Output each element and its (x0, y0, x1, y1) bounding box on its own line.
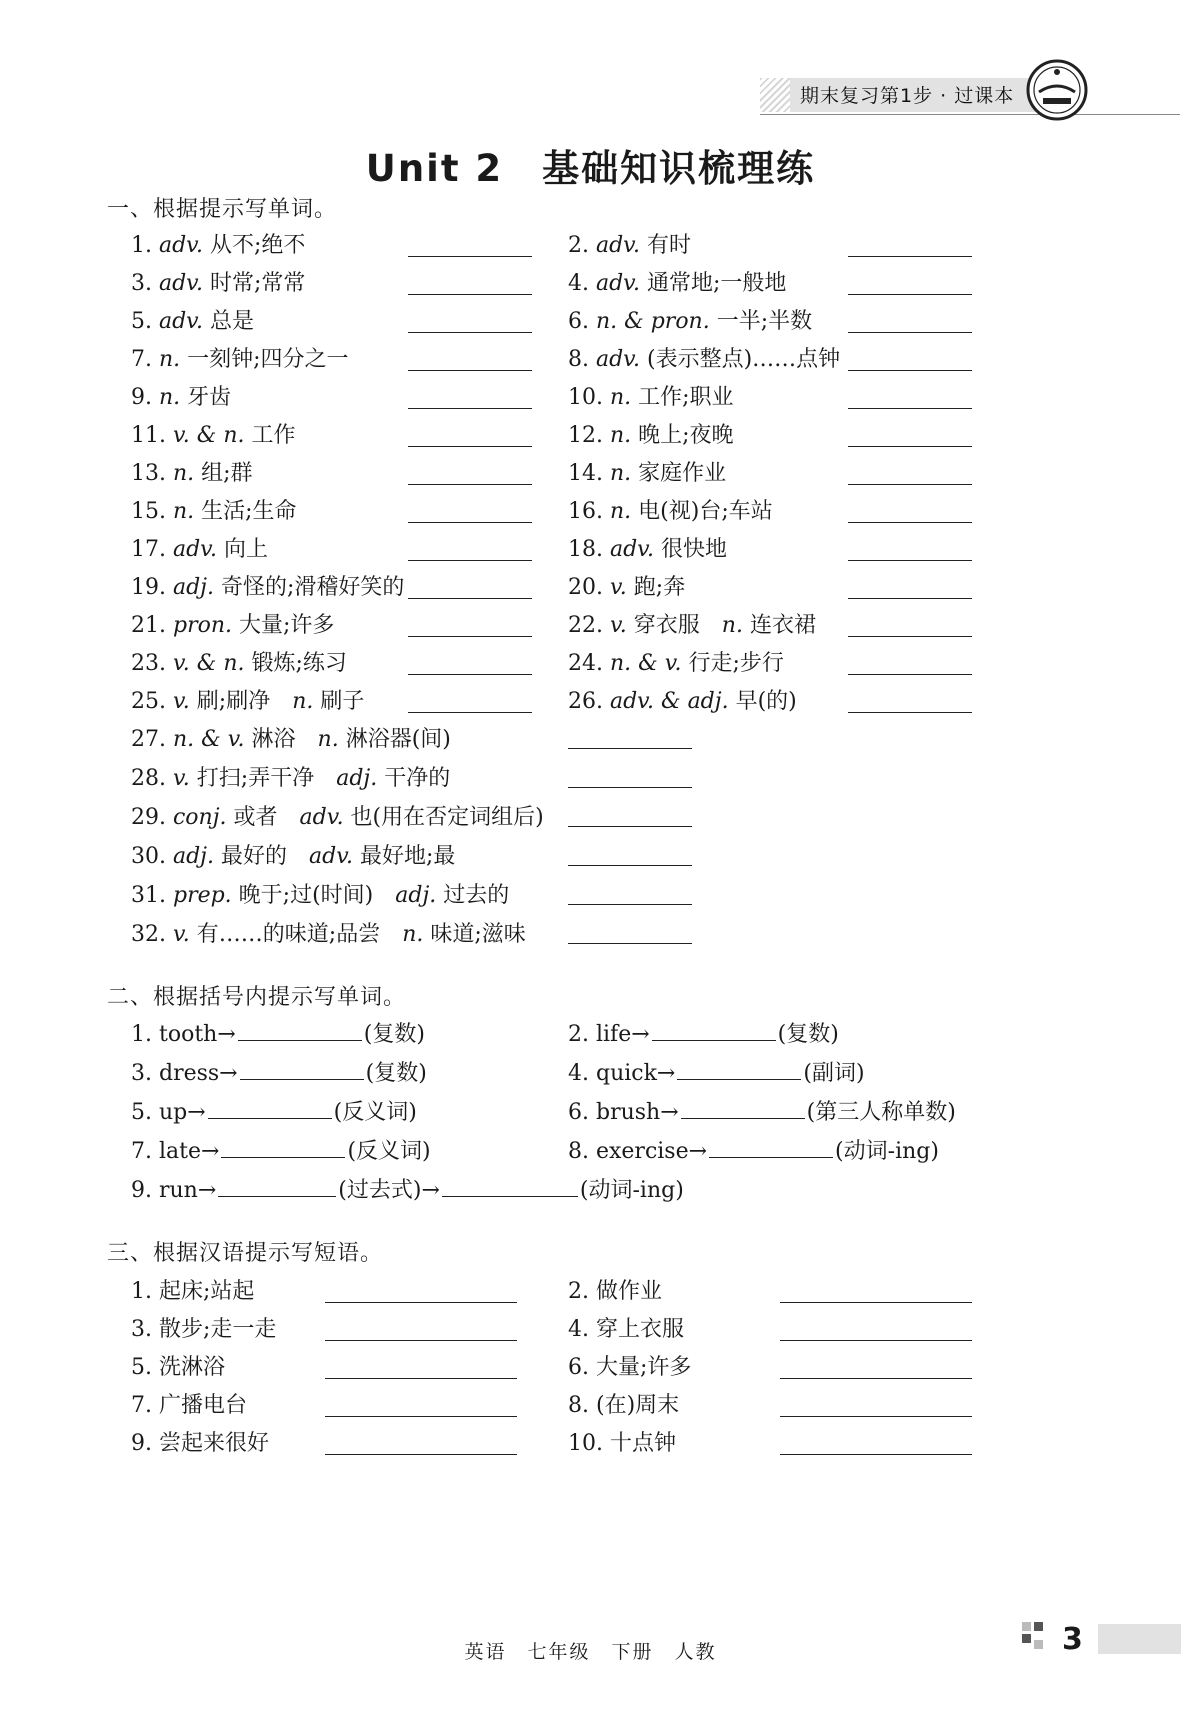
item-text: 打扫;弄干净 (189, 766, 337, 791)
word-prompt (131, 380, 231, 411)
answer-blank[interactable] (408, 446, 532, 447)
word-prompt (568, 646, 784, 677)
word-prompt (131, 342, 349, 373)
answer-blank[interactable] (218, 1178, 336, 1197)
answer-blank[interactable] (568, 748, 692, 749)
section2-title: 二、根据括号内提示写单词。 (107, 985, 407, 1010)
word-prompt (568, 456, 726, 487)
answer-blank[interactable] (208, 1100, 332, 1119)
part-of-speech: n. (172, 461, 195, 486)
answer-blank[interactable] (780, 1416, 972, 1417)
item-text: 或者 (226, 805, 300, 830)
word-prompt (131, 917, 526, 948)
item-text: 淋浴 (244, 727, 318, 752)
source-word: 7. late→ (131, 1139, 220, 1164)
item-text: 19. (131, 575, 173, 600)
phrase-prompt: 7. 广播电台 (131, 1393, 247, 1418)
page-number: 3 (1062, 1622, 1083, 1657)
answer-blank[interactable] (848, 446, 972, 447)
footer-squares-icon (1020, 1620, 1056, 1652)
answer-blank[interactable] (238, 1022, 362, 1041)
word-prompt (131, 646, 347, 677)
part-of-speech: adv. (595, 271, 640, 296)
item-text: 12. (568, 423, 610, 448)
part-of-speech: adv. (158, 271, 203, 296)
item-text: 16. (568, 499, 610, 524)
item-text: 最好地;最 (353, 844, 456, 869)
item-text: 20. (568, 575, 610, 600)
answer-blank[interactable] (408, 332, 532, 333)
hint-text: (副词) (803, 1061, 865, 1086)
item-text: 连衣裙 (742, 613, 816, 638)
source-word: 1. tooth→ (131, 1022, 236, 1047)
source-word: 3. dress→ (131, 1061, 238, 1086)
answer-blank[interactable] (848, 332, 972, 333)
transform-prompt (131, 1017, 425, 1048)
item-text: 一半;半数 (709, 309, 813, 334)
phrase-prompt: 10. 十点钟 (568, 1431, 676, 1456)
item-text: 晚上;夜晚 (631, 423, 734, 448)
transform-prompt (568, 1134, 939, 1165)
hint-text: (反义词) (347, 1139, 431, 1164)
part-of-speech: n. (609, 461, 632, 486)
item-text: 一刻钟;四分之一 (180, 347, 349, 372)
word-prompt (568, 494, 773, 525)
item-text: 刷;刷净 (189, 689, 293, 714)
part-of-speech: adv. (309, 844, 354, 869)
item-text: 从不;绝不 (203, 233, 306, 258)
item-text: 工作 (244, 423, 296, 448)
answer-blank[interactable] (652, 1022, 776, 1041)
answer-blank[interactable] (848, 674, 972, 675)
item-text: 味道;滋味 (423, 922, 526, 947)
answer-blank[interactable] (408, 560, 532, 561)
word-prompt (131, 456, 253, 487)
word-prompt (131, 878, 509, 909)
answer-blank[interactable] (568, 787, 692, 788)
part-of-speech: adv. (158, 309, 203, 334)
page-title: Unit 2 基础知识梳理练 (365, 147, 816, 190)
phrase-prompt: 4. 穿上衣服 (568, 1317, 684, 1342)
footer-band (1098, 1624, 1181, 1654)
answer-blank[interactable] (780, 1378, 972, 1379)
item-text: 25. (131, 689, 173, 714)
item-text: 18. (568, 537, 610, 562)
part-of-speech: n. (609, 499, 632, 524)
item-text: 总是 (203, 309, 254, 334)
part-of-speech: n. & v. (172, 727, 245, 752)
answer-blank[interactable] (442, 1178, 578, 1197)
item-text: 21. (131, 613, 173, 638)
item-text: 29. (131, 805, 173, 830)
item-text: 28. (131, 766, 173, 791)
part-of-speech: n. (317, 727, 339, 752)
part-of-speech: adj. (336, 766, 378, 791)
school-seal-logo-icon (1025, 58, 1089, 122)
item-text: 22. (568, 613, 610, 638)
source-word: 5. up→ (131, 1100, 206, 1125)
answer-blank[interactable] (848, 484, 972, 485)
item-text: 7. (131, 347, 159, 372)
part-of-speech: n. (609, 385, 632, 410)
part-of-speech: adj. (395, 883, 437, 908)
word-prompt (131, 304, 254, 335)
item-text: 通常地;一般地 (640, 271, 787, 296)
answer-blank[interactable] (408, 256, 532, 257)
item-text: 干净的 (377, 766, 451, 791)
header-text: 期末复习第1步 · 过课本 (800, 85, 1015, 107)
item-text: 刷子 (313, 689, 365, 714)
item-text: 10. (568, 385, 610, 410)
phrase-prompt: 2. 做作业 (568, 1279, 662, 1304)
transform-prompt (568, 1095, 956, 1126)
item-text: 生活;生命 (194, 499, 297, 524)
transform-prompt (568, 1017, 839, 1048)
item-text: 早(的) (728, 689, 797, 714)
word-prompt (131, 608, 334, 639)
answer-blank[interactable] (848, 294, 972, 295)
word-prompt (131, 761, 450, 792)
part-of-speech: adv. (299, 805, 344, 830)
answer-blank[interactable] (568, 904, 692, 905)
part-of-speech: adv. (609, 537, 654, 562)
part-of-speech: adv. (595, 233, 640, 258)
answer-blank[interactable] (709, 1139, 833, 1158)
answer-blank[interactable] (677, 1061, 801, 1080)
hint-text: (过去式)→ (338, 1178, 440, 1203)
part-of-speech: n. (172, 499, 195, 524)
word-prompt (131, 228, 305, 259)
source-word: 8. exercise→ (568, 1139, 708, 1164)
answer-blank[interactable] (325, 1302, 517, 1303)
word-prompt (131, 494, 297, 525)
hint-text: (反义词) (333, 1100, 417, 1125)
item-text: 11. (131, 423, 173, 448)
word-prompt (131, 532, 268, 563)
answer-blank[interactable] (408, 598, 532, 599)
answer-blank[interactable] (568, 826, 692, 827)
item-text: (表示整点)……点钟 (640, 347, 841, 372)
part-of-speech: n. (158, 385, 181, 410)
phrase-prompt: 1. 起床;站起 (131, 1279, 255, 1304)
answer-blank[interactable] (408, 294, 532, 295)
item-text: 向上 (217, 537, 268, 562)
hint-text: (复数) (363, 1022, 425, 1047)
phrase-prompt: 6. 大量;许多 (568, 1355, 692, 1380)
answer-blank[interactable] (221, 1139, 345, 1158)
part-of-speech: adv. (595, 347, 640, 372)
answer-blank[interactable] (848, 598, 972, 599)
item-text: 14. (568, 461, 610, 486)
item-text: 31. (131, 883, 173, 908)
word-prompt (568, 228, 691, 259)
answer-blank[interactable] (408, 484, 532, 485)
answer-blank[interactable] (848, 408, 972, 409)
item-text: 锻炼;练习 (244, 651, 347, 676)
source-word: 9. run→ (131, 1178, 217, 1203)
answer-blank[interactable] (240, 1061, 364, 1080)
word-prompt (568, 266, 786, 297)
answer-blank[interactable] (408, 522, 532, 523)
part-of-speech: v. (609, 613, 627, 638)
part-of-speech: v. & n. (172, 423, 245, 448)
answer-blank[interactable] (408, 370, 532, 371)
answer-blank[interactable] (408, 636, 532, 637)
word-prompt (568, 608, 816, 639)
item-text: 奇怪的;滑稽好笑的 (214, 575, 405, 600)
section1-title: 一、根据提示写单词。 (107, 197, 338, 222)
item-text: 6. (568, 309, 596, 334)
item-text: 行走;步行 (681, 651, 784, 676)
word-prompt (568, 532, 727, 563)
item-text: 大量;许多 (232, 613, 335, 638)
item-text: 跑;奔 (626, 575, 686, 600)
transform-prompt (131, 1134, 431, 1165)
word-prompt (131, 800, 544, 831)
word-prompt (568, 570, 685, 601)
item-text: 3. (131, 271, 159, 296)
part-of-speech: pron. (172, 613, 232, 638)
item-text: 13. (131, 461, 173, 486)
part-of-speech: v. (172, 922, 190, 947)
part-of-speech: v. (609, 575, 627, 600)
part-of-speech: v. (172, 766, 190, 791)
word-prompt (568, 418, 734, 449)
answer-blank[interactable] (325, 1454, 517, 1455)
part-of-speech: adv. & adj. (609, 689, 729, 714)
section3-title: 三、根据汉语提示写短语。 (107, 1241, 384, 1266)
item-text: 15. (131, 499, 173, 524)
part-of-speech: n. & pron. (595, 309, 710, 334)
item-text: 32. (131, 922, 173, 947)
item-text: 很快地 (654, 537, 727, 562)
answer-blank[interactable] (568, 865, 692, 866)
answer-blank[interactable] (780, 1302, 972, 1303)
item-text: 也(用在否定词组后) (343, 805, 544, 830)
transform-prompt (131, 1173, 684, 1204)
item-text: 有……的味道;品尝 (189, 922, 403, 947)
transform-prompt (131, 1095, 417, 1126)
part-of-speech: n. (402, 922, 424, 947)
item-text: 1. (131, 233, 159, 258)
part-of-speech: adj. (172, 844, 214, 869)
part-of-speech: n. (158, 347, 181, 372)
item-text: 4. (568, 271, 596, 296)
item-text: 最好的 (214, 844, 309, 869)
hint-text: (动词-ing) (835, 1139, 939, 1164)
word-prompt (131, 722, 451, 753)
item-text: 24. (568, 651, 610, 676)
phrase-prompt: 5. 洗淋浴 (131, 1355, 225, 1380)
part-of-speech: n. (721, 613, 743, 638)
part-of-speech: adv. (158, 233, 203, 258)
answer-blank[interactable] (780, 1454, 972, 1455)
hint-text: (第三人称单数) (806, 1100, 956, 1125)
part-of-speech: adj. (172, 575, 214, 600)
word-prompt (568, 684, 797, 715)
word-prompt (131, 839, 455, 870)
source-word: 6. brush→ (568, 1100, 679, 1125)
item-text: 淋浴器(间) (338, 727, 451, 752)
answer-blank[interactable] (848, 522, 972, 523)
hint-text: (复数) (777, 1022, 839, 1047)
answer-blank[interactable] (408, 408, 532, 409)
part-of-speech: v. (172, 689, 190, 714)
answer-blank[interactable] (325, 1416, 517, 1417)
part-of-speech: conj. (172, 805, 227, 830)
item-text: 有时 (640, 233, 691, 258)
answer-blank[interactable] (568, 943, 692, 944)
item-text: 工作;职业 (631, 385, 734, 410)
item-text: 时常;常常 (203, 271, 306, 296)
answer-blank[interactable] (408, 674, 532, 675)
header-rule (760, 114, 1180, 115)
answer-blank[interactable] (848, 636, 972, 637)
item-text: 牙齿 (180, 385, 232, 410)
part-of-speech: v. & n. (172, 651, 245, 676)
word-prompt (568, 342, 840, 373)
answer-blank[interactable] (681, 1100, 805, 1119)
word-prompt (131, 570, 404, 601)
answer-blank[interactable] (848, 256, 972, 257)
part-of-speech: n. & v. (609, 651, 682, 676)
item-text: 过去的 (436, 883, 510, 908)
item-text: 5. (131, 309, 159, 334)
item-text: 穿衣服 (626, 613, 722, 638)
answer-blank[interactable] (325, 1378, 517, 1379)
transform-prompt (568, 1056, 865, 1087)
part-of-speech: n. (609, 423, 632, 448)
item-text: 9. (131, 385, 159, 410)
source-word: 2. life→ (568, 1022, 650, 1047)
item-text: 家庭作业 (631, 461, 727, 486)
item-text: 17. (131, 537, 173, 562)
word-prompt (131, 266, 305, 297)
phrase-prompt: 3. 散步;走一走 (131, 1317, 277, 1342)
transform-prompt (131, 1056, 427, 1087)
footer-text: 英语 七年级 下册 人教 (464, 1641, 717, 1663)
item-text: 27. (131, 727, 173, 752)
answer-blank[interactable] (780, 1340, 972, 1341)
answer-blank[interactable] (325, 1340, 517, 1341)
item-text: 30. (131, 844, 173, 869)
item-text: 26. (568, 689, 610, 714)
answer-blank[interactable] (408, 712, 532, 713)
part-of-speech: n. (292, 689, 314, 714)
source-word: 4. quick→ (568, 1061, 676, 1086)
answer-blank[interactable] (848, 560, 972, 561)
word-prompt (131, 684, 364, 715)
phrase-prompt: 8. (在)周末 (568, 1393, 680, 1418)
item-text: 2. (568, 233, 596, 258)
answer-blank[interactable] (848, 712, 972, 713)
item-text: 晚于;过(时间) (231, 883, 396, 908)
phrase-prompt: 9. 尝起来很好 (131, 1431, 269, 1456)
part-of-speech: prep. (172, 883, 232, 908)
item-text: 23. (131, 651, 173, 676)
item-text: 组;群 (194, 461, 253, 486)
hint-text: (复数) (365, 1061, 427, 1086)
word-prompt (568, 304, 812, 335)
part-of-speech: adv. (172, 537, 217, 562)
item-text: 电(视)台;车站 (631, 499, 773, 524)
word-prompt (568, 380, 734, 411)
answer-blank[interactable] (848, 370, 972, 371)
word-prompt (131, 418, 296, 449)
item-text: 8. (568, 347, 596, 372)
hint-text: (动词-ing) (579, 1178, 684, 1203)
